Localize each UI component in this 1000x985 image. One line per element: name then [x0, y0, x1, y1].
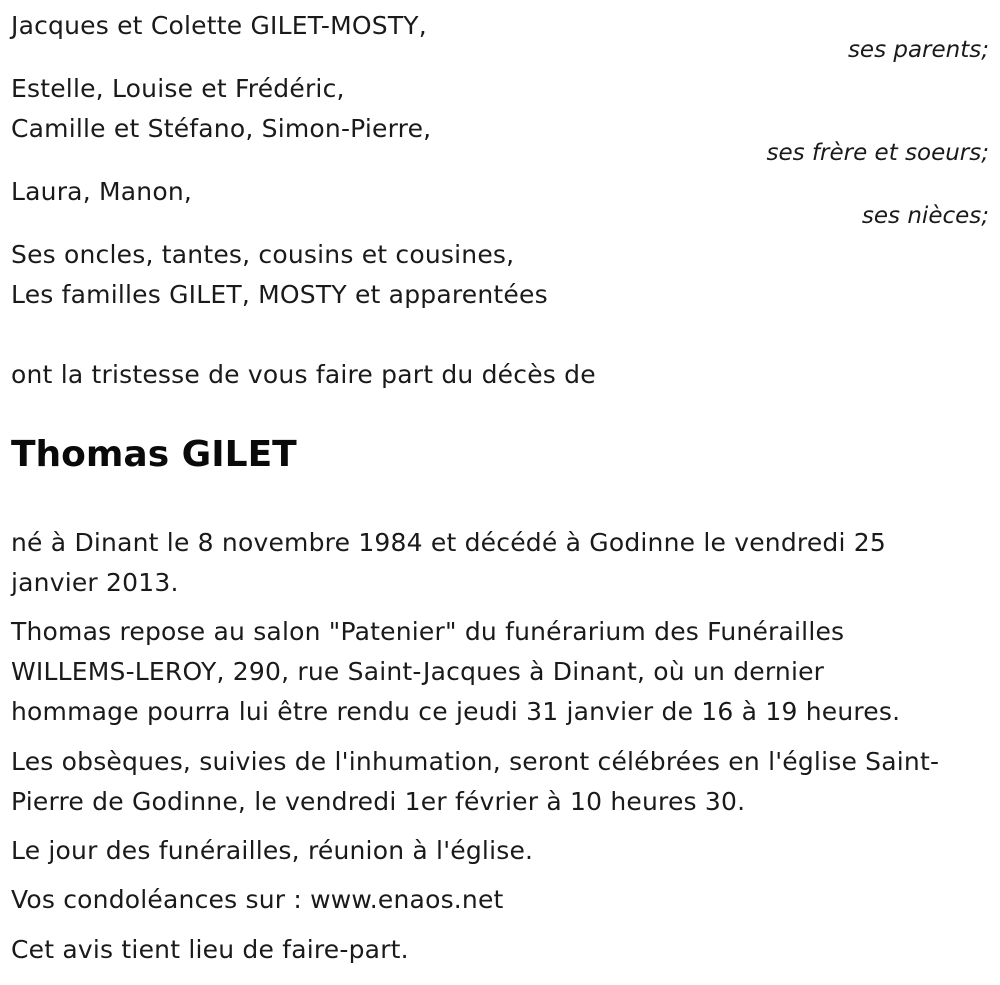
nieces-names: Laura, Manon, [11, 177, 193, 206]
deceased-name: Thomas GILET [11, 434, 297, 475]
siblings-relation: ses frère et soeurs; [766, 140, 989, 166]
viewing-paragraph: Thomas repose au salon "Patenier" du funérarium des Funérailles WILLEMS-LEROY, 290, rue Saint-Jacques à Dinant, où un dernier hommage pourra lui être rendu ce jeudi 31 janvier de 16 à 19 heures. [11, 617, 901, 726]
birth-death-paragraph: né à Dinant le 8 novembre 1984 et décédé à Godinne le vendredi 25 janvier 2013. [11, 528, 886, 597]
notice-text: Cet avis tient lieu de faire-part. [11, 935, 409, 964]
condolences-text: Vos condoléances sur : www.enaos.net [11, 885, 504, 914]
extended-family-line-2: Les familles GILET, MOSTY et apparentées [11, 280, 548, 309]
extended-family-line-1: Ses oncles, tantes, cousins et cousines, [11, 240, 515, 269]
announcement-text: ont la tristesse de vous faire part du décès de [11, 360, 596, 389]
siblings-line-1: Estelle, Louise et Frédéric, [11, 74, 345, 103]
funeral-paragraph: Les obsèques, suivies de l'inhumation, seront célébrées en l'église Saint-Pierre de Godinne, le vendredi 1er février à 10 heures 30. [11, 747, 940, 816]
siblings-line-2: Camille et Stéfano, Simon-Pierre, [11, 114, 432, 143]
nieces-relation: ses nièces; [861, 203, 989, 229]
parents-relation: ses parents; [847, 37, 989, 63]
meeting-text: Le jour des funérailles, réunion à l'église. [11, 836, 534, 865]
parents-names: Jacques et Colette GILET-MOSTY, [11, 11, 427, 40]
